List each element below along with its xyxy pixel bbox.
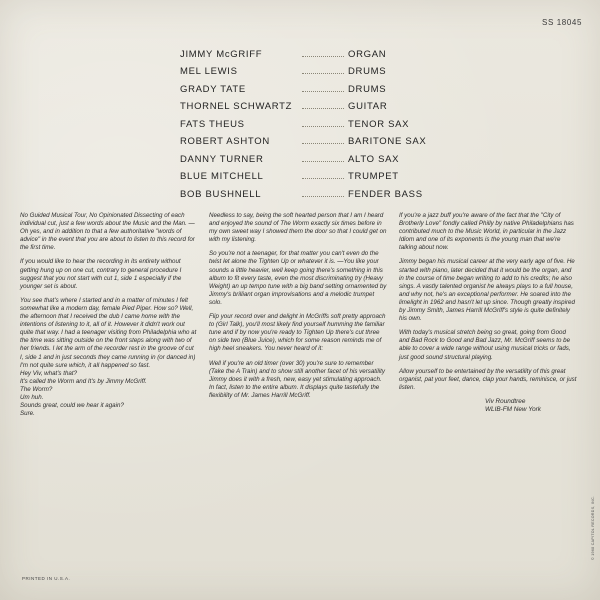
- paragraph: You see that's where I started and in a matter of minutes I felt somewhat like a modern day, female Pied Piper. How so? Well, the afternoon that I received the dub I came home with the intentions of listening to it, all of it. However it didn't work out quite that way. I had a teenager visiting from Philadelphia who at the time was sitting outside on the front steps along with two of her friends. I let the arm of the recorder rest in the groove of cut I, side 1 and in just seconds they came running in (or danced in) I'm not quite sure which, it all happened so fast.: [20, 296, 197, 369]
- personnel-row: [180, 112, 430, 130]
- instrument-name: TRUMPET: [348, 171, 399, 182]
- paragraph: No Guided Musical Tour, No Opinionated Dissecting of each individual cut, just a few words about the Music and the Man. — Oh yes, and in addition to that a few authoritative "words of advice" in the event that you are about to listen to this record for the first time.: [20, 212, 195, 252]
- dotted-leader: [302, 195, 344, 197]
- musician-name: THORNEL SCHWARTZ: [180, 101, 293, 112]
- liner-notes-column-1: [20, 212, 198, 418]
- dotted-leader: [302, 125, 344, 127]
- dialogue-line: Sure.: [20, 410, 35, 418]
- musician-name: BLUE MITCHELL: [180, 171, 264, 182]
- personnel-row: [180, 130, 430, 148]
- musician-name: GRADY TATE: [180, 83, 246, 95]
- instrument-name: TENOR SAX: [348, 118, 410, 130]
- liner-notes-column-3: [399, 212, 577, 414]
- instrument-name: DRUMS: [348, 83, 387, 95]
- musician-name: FATS THEUS: [180, 118, 245, 130]
- paragraph: Jimmy began his musical career at the very early age of five. He started with piano, later decided that it would be the organ, and in the course of time began writing to add to his credits; he also sings. A vastly talented organist he always plays to a full house, and why not, he's an exceptional performer. He soared into the limelight in 1962 and hasn't let up since. Though greatly inspired by Jimmy Smith, James Harrill McGriff's style is quite definitely his own.: [399, 258, 575, 323]
- dotted-leader: [302, 55, 344, 57]
- liner-notes-column-2: [209, 212, 387, 406]
- paragraph: If you would like to hear the recording in its entirety without getting hung up on one cut, contrary to general procedure I suggest that you not start with cut 1, side 1 especially if the younger set is about.: [20, 258, 182, 290]
- musician-name: DANNY TURNER: [180, 153, 264, 165]
- instrument-name: ORGAN: [348, 48, 387, 60]
- dotted-leader: [302, 160, 344, 162]
- catalog-number: SS 18045: [542, 18, 582, 27]
- instrument-name: DRUMS: [348, 66, 387, 77]
- instrument-name: BARITONE SAX: [348, 136, 427, 147]
- musician-name: JIMMY McGRIFF: [180, 48, 263, 60]
- dialogue-line: It's called the Worm and It's by Jimmy McGriff.: [20, 377, 147, 385]
- paragraph: Well if you're an old timer (over 30) you're sure to remember (Take the A Train) and to show still another facet of his versatility Jimmy does it with a fresh, new, easy yet stimulating approach. In fact, listen to the entire album. It displays quite tastefully the flexibility of Mr. James Harrill McGriff.: [209, 359, 385, 399]
- dotted-leader: [302, 177, 344, 179]
- printed-in-label: PRINTED IN U.S.A.: [22, 576, 71, 581]
- personnel-row: [180, 77, 430, 95]
- dotted-leader: [302, 107, 344, 109]
- musician-name: ROBERT ASHTON: [180, 136, 270, 147]
- paragraph: With today's musical stretch being so great, going from Good and Bad Rock to Good and Bad Jazz, Mr. McGriff seems to be able to cover a wide range without using musical tricks or fads, just good sound structural playing.: [399, 329, 571, 361]
- dialogue-line: Um huh.: [20, 393, 44, 401]
- paragraph: Allow yourself to be entertained by the versatility of this great organist, pat your feet, dance, clap your hands, reminisce, or just listen.: [399, 367, 577, 391]
- personnel-row: [180, 165, 430, 183]
- dialogue-line: Sounds great, could we hear it again?: [20, 402, 124, 410]
- paragraph: Needless to say, being the soft hearted person that I am I heard and enjoyed the sound of The Worm exactly six times before in my own sweet way I showed them the door so that I could get on with my listening.: [209, 212, 387, 244]
- personnel-list: [180, 42, 430, 200]
- dotted-leader: [302, 90, 344, 92]
- liner-notes: [20, 212, 590, 542]
- personnel-row: [180, 95, 430, 113]
- legal-notice: [591, 490, 597, 560]
- instrument-name: ALTO SAX: [348, 153, 400, 165]
- personnel-row: [180, 182, 430, 200]
- musician-name: BOB BUSHNELL: [180, 188, 262, 200]
- paragraph: If you're a jazz buff you're aware of the fact that the "City of Brotherly Love" fondly called Philly by native Philadelphians has contributed much to the Music World, in particular in the Jazz Idiom and one of its exponents is the young man that we're talking about now.: [399, 212, 574, 252]
- musician-name: MEL LEWIS: [180, 66, 238, 77]
- dialogue-line: The Worm?: [20, 385, 53, 393]
- personnel-row: [180, 42, 430, 60]
- legal-text: © 1968 CAPITOL RECORDS, INC.: [591, 495, 595, 560]
- paragraph: So you're not a teenager, for that matter you can't even do the twist let alone the Tighten Up or whatever it is. —You like your sounds a little heavier, well keep going there's something in this album to fit every taste, even the most discriminating try (Heavy Weight) an up tempo tune with a big band setting ornamented by Jimmy's brilliant organ improvisations and a melodic trumpet solo.: [209, 250, 387, 306]
- instrument-name: GUITAR: [348, 101, 388, 112]
- dotted-leader: [302, 142, 344, 144]
- instrument-name: FENDER BASS: [348, 188, 423, 200]
- signature-name: Viv Roundtree: [485, 397, 526, 405]
- personnel-row: [180, 147, 430, 165]
- personnel-row: [180, 60, 430, 78]
- dotted-leader: [302, 72, 344, 74]
- signature-station: WLIB-FM New York: [485, 406, 541, 414]
- dialogue-line: Hey Viv, what's that?: [20, 369, 78, 377]
- paragraph: Flip your record over and delight in McGriffs soft pretty approach to (Girl Talk), you'll most likely find yourself humming the familiar tune and if by now you're ready to Tighten Up there's cut three on side two (Blue Juice), which for some reason reminds me of high heel sneakers. You never heard of it:: [209, 313, 386, 353]
